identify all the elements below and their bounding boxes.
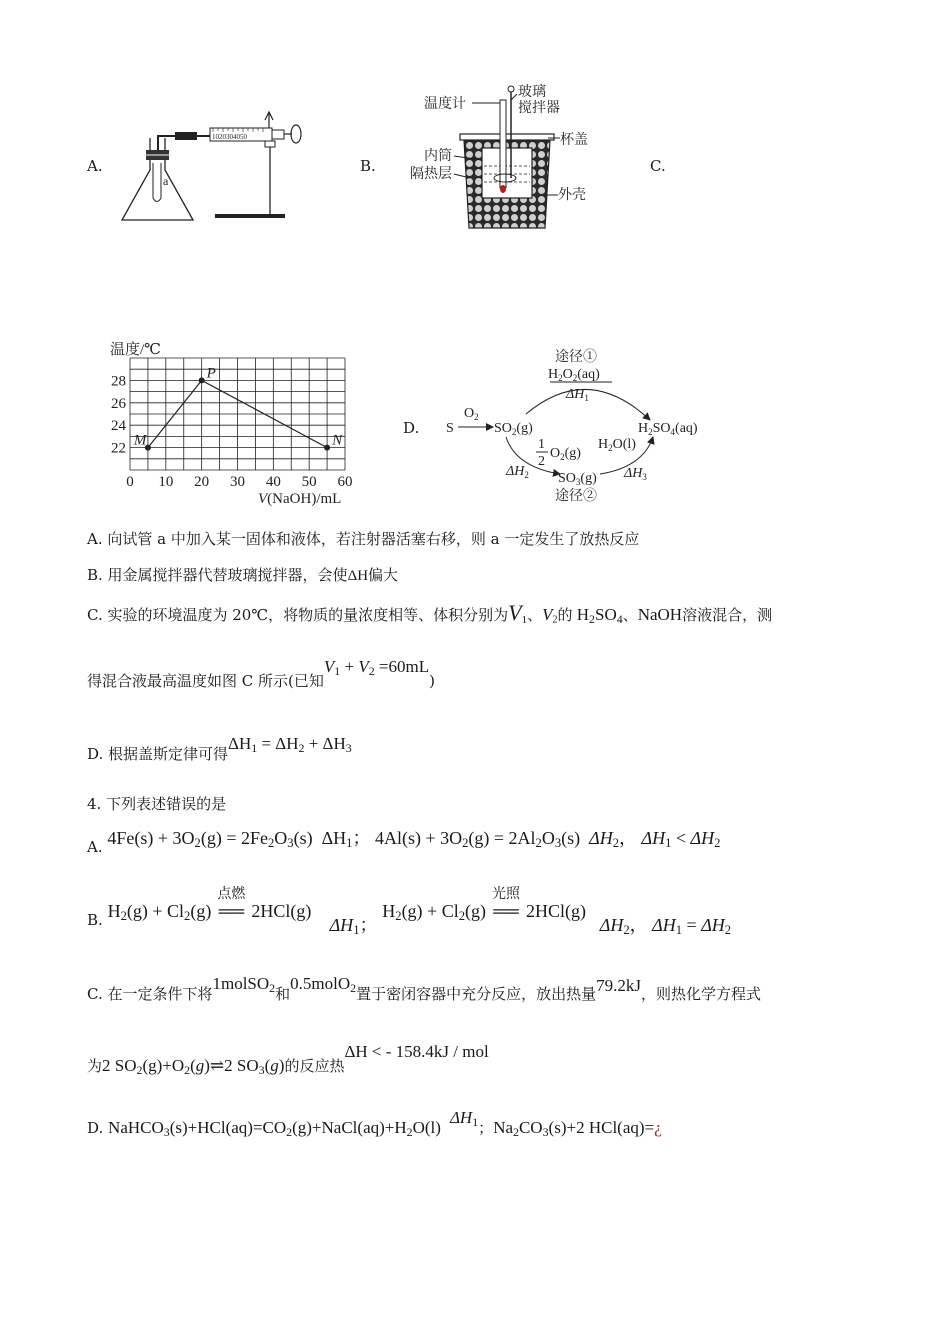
option-4b: B. $H_2(g) + Cl_2(g)$ 点燃 ══ 2HCl(g) $\Delta H_1$； $H_2(g) + Cl_2(g)$ 光照 ══ 2HCl(g) $\Delta H_2$， $\Delta H_1 = \Delta H_2$ [87,886,732,938]
figure-a-apparatus [115,108,315,228]
y-tick-label: 24 [111,418,126,435]
label-shell: 外壳 [558,188,586,203]
chart-ylabel: 温度/℃ [110,342,161,358]
svg-text:2: 2 [538,454,545,469]
point-label: M [133,432,147,449]
route-diagram [438,342,728,510]
svg-text:H2SO4(aq): $H_2SO_4(aq)$ [638,421,698,437]
route2-label: 途径② [555,489,597,504]
figure-a-label: A. [87,157,103,175]
option-3c: C. 实验的环境温度为 20℃，将物质的量浓度相等、体积分别为$V_1$、$V_2$的 $H_2SO_4$、NaOH溶液混合，测 [87,600,773,626]
question-4-stem: 4. 下列表述错误的是 [87,795,227,813]
route1-label: 途径① [555,350,597,365]
svg-text:H2O(l): $H_2O(l)$ [598,437,636,453]
cup-lid [460,134,554,140]
x-tick-label: 50 [301,474,317,490]
x-tick-label: 40 [265,474,281,490]
label-stirrer-1: 玻璃 [518,85,546,100]
y-tick-label: 26 [111,395,126,412]
y-tick-label: 22 [111,440,126,457]
y-tick-label: 28 [111,373,126,390]
thermometer [500,100,506,188]
data-point-n [324,445,330,451]
label-inner: 内筒 [424,149,452,164]
temperature-chart [100,336,380,511]
svg-text:O2(g): $O_2(g)$ [550,446,581,462]
option-3c-line2: 得混合液最高温度如图 C 所示(已知$V_1 + V_2 =60mL$) [87,657,435,690]
svg-text:H2O2(aq): $H_2O_2(aq)$ [548,367,600,383]
x-tick-label: 60 [337,474,353,490]
point-label: N [332,432,343,449]
label-lid: 杯盖 [560,133,588,148]
inner-cup [482,148,532,198]
stand-base [215,214,285,218]
syringe-scale: 1020304050 [212,133,247,141]
figure-c-label: C. [650,157,666,175]
option-4c-line2: 为2 $SO_2(g)+O_2(g)\rightleftharpoons 2$ $SO_3(g)$的反应热ΔH < - 158.4kJ / mol [87,1042,489,1077]
svg-text:SO3(g): $SO_3(g)$ [558,471,597,487]
x-tick-label: 20 [194,474,210,490]
figure-b-calorimeter [410,78,600,233]
option-4c: C. 在一定条件下将1molSO$_2$和0.5molO$_2$置于密闭容器中充分反应，放出热量79.2kJ，则热化学方程式 [87,974,761,1003]
label-thermometer: 温度计 [424,97,466,112]
data-point-p [199,377,205,383]
x-tick-label: 10 [158,474,174,490]
svg-text:O2: $O_2$ [464,406,479,422]
s-label: S [446,421,454,436]
tube-letter: a [163,174,169,188]
figure-d-label: D. [403,419,420,437]
svg-text:ΔH2: $\Delta H_2$ [506,464,529,480]
option-3d: D. 根据盖斯定律可得$\Delta H_1 = \Delta H_2 + \Delta H_3$ [87,734,352,763]
label-insulation: 隔热层 [410,167,452,182]
option-4d: D. $NaHCO_3(s)+HCl(aq)=CO_2(g)+NaCl(aq)+H_2O(l)$ $\Delta H_1$；$Na_2CO_3(s)+2$ HCl(aq)=¿ [87,1108,662,1139]
svg-text:SO2(g): $SO_2(g)$ [494,421,533,437]
svg-text:ΔH1: $\Delta H_1$ [566,387,589,403]
test-tube-a [153,163,161,202]
svg-text:ΔH3: $\Delta H_3$ [624,466,647,482]
x-tick-label: 0 [126,474,134,490]
x-tick-label: 30 [230,474,245,490]
svg-text:1: 1 [538,437,545,452]
point-label: P [206,365,216,382]
option-3b: B. 用金属搅拌器代替玻璃搅拌器，会使ΔH偏大 [87,566,399,584]
option-4a: A. $4Fe(s) + 3O_2(g) = 2Fe_2O_3(s)$ $\Delta H_1$； $4Al(s) + 3O_2(g) = 2Al_2O_3(s)$ $\Delta H_2$， $\Delta H_1 < \Delta H_2$ [87,828,721,856]
option-3a: A. 向试管 a 中加入某一固体和液体，若注射器活塞右移，则 a 一定发生了放热反应 [87,530,640,548]
chart-xlabel: V(NaOH)/mL [258,491,342,507]
figure-b-label: B. [360,157,376,175]
label-stirrer-2: 搅拌器 [518,101,560,116]
